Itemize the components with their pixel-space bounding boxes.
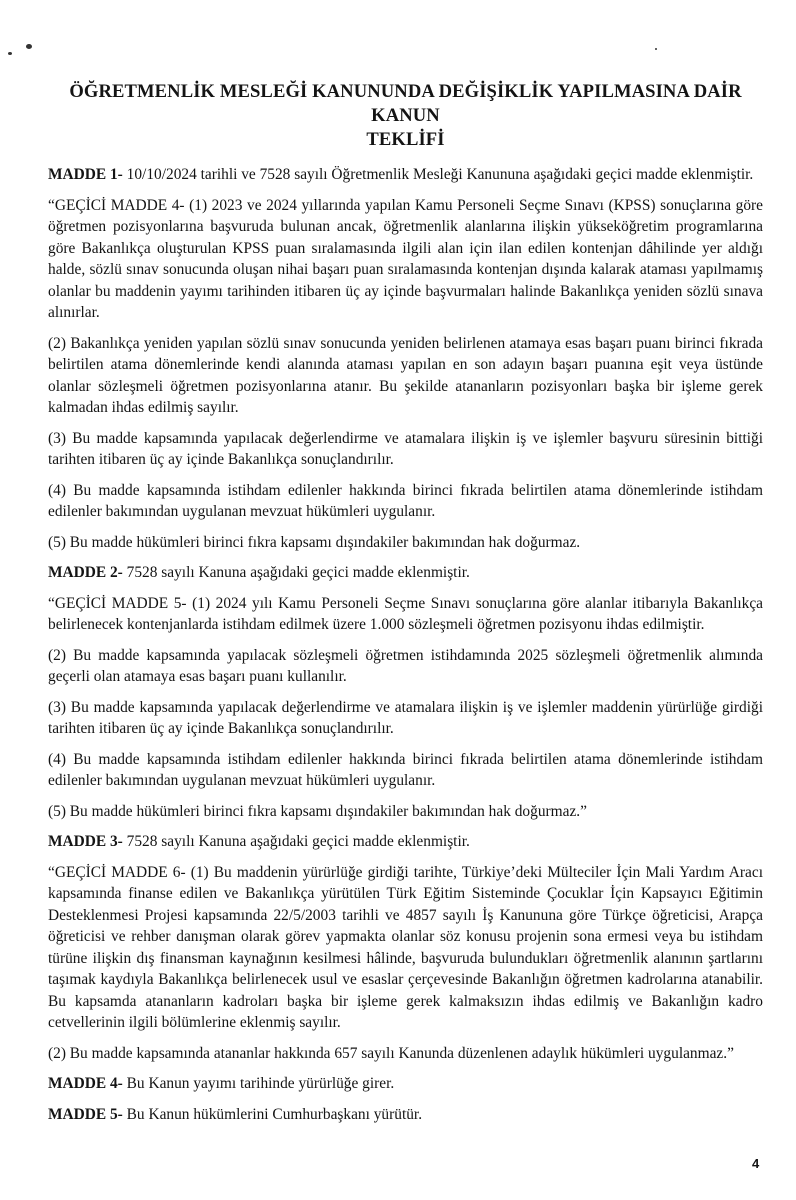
scan-speck	[26, 44, 32, 49]
scan-speck	[8, 52, 12, 55]
madde-3-text: 7528 sayılı Kanuna aşağıdaki geçici madde eklenmiştir.	[122, 833, 470, 850]
madde-2-text: 7528 sayılı Kanuna aşağıdaki geçici madde eklenmiştir.	[122, 564, 470, 581]
title-line-2: TEKLİFİ	[366, 129, 445, 150]
document-page	[48, 0, 763, 1200]
gecici-madde-4-para-3: (3) Bu madde kapsamında yapılacak değerlendirme ve atamalara ilişkin iş ve işlemler başvuru süresinin bittiği tarihten itibaren üç ay içinde Bakanlıkça sonuçlandırılır.	[48, 429, 763, 468]
madde-3-heading: MADDE 3-	[48, 833, 123, 850]
page-number: 4	[752, 1156, 760, 1171]
gecici-madde-5-para-2: (2) Bu madde kapsamında yapılacak sözleşmeli öğretmen istihdamında 2025 sözleşmeli öğretmenlik alımında geçerli olan atamaya esas başarı puanı kullanılır.	[48, 646, 763, 685]
gecici-madde-4-para-4: (4) Bu madde kapsamında istihdam edilenler hakkında birinci fıkrada belirtilen atama dönemlerinde istihdam edilenler bakımından uygulanan mevzuat hükümleri uygulanır.	[48, 481, 763, 520]
madde-3	[48, 831, 763, 853]
madde-2	[48, 562, 763, 584]
madde-4-text: Bu Kanun yayımı tarihinde yürürlüğe girer.	[122, 1075, 395, 1092]
gecici-madde-6-para-2: (2) Bu madde kapsamında atananlar hakkında 657 sayılı Kanunda düzenlenen adaylık hükümleri uygulanmaz.”	[48, 1044, 734, 1062]
gecici-madde-4-para-2: (2) Bakanlıkça yeniden yapılan sözlü sınav sonucunda yeniden belirlenen atamaya esas başarı puanı birinci fıkrada belirtilen atama dönemlerinde kendi alanında ataması yapılan en son adayın başarı puanına eşit veya üstünde olanlar sözleşmeli öğretmen pozisyonlarına atanır. Bu şekilde atananların pozisyonları başka bir işleme gerek kalmadan ihdas edilmiş sayılır.	[48, 334, 763, 416]
madde-4-heading: MADDE 4-	[48, 1075, 123, 1092]
gecici-madde-4-para-5: (5) Bu madde hükümleri birinci fıkra kapsamı dışındakiler bakımından hak doğurmaz.	[48, 533, 581, 551]
madde-5	[48, 1104, 763, 1126]
gecici-madde-5-para-3: (3) Bu madde kapsamında yapılacak değerlendirme ve atamalara ilişkin iş ve işlemler maddenin yürürlüğe girdiği tarihten itibaren üç ay içinde Bakanlıkça sonuçlandırılır.	[48, 698, 763, 737]
gecici-madde-5-para-5: (5) Bu madde hükümleri birinci fıkra kapsamı dışındakiler bakımından hak doğurmaz.”	[48, 802, 587, 820]
madde-4	[48, 1073, 763, 1095]
document-body	[48, 164, 763, 1125]
title-line-1: ÖĞRETMENLİK MESLEĞİ KANUNUNDA DEĞİŞİKLİK YAPILMASINA DAİR KANUN	[69, 81, 742, 126]
madde-1-heading: MADDE 1-	[48, 166, 123, 183]
document-title	[48, 80, 763, 152]
madde-5-text: Bu Kanun hükümlerini Cumhurbaşkanı yürütür.	[122, 1105, 423, 1123]
gecici-madde-6-para-1: “GEÇİCİ MADDE 6- (1) Bu maddenin yürürlüğe girdiği tarihte, Türkiye’deki Mülteciler İçin Mali Yardım Aracı kapsamında finanse edilen ve Bakanlıkça yürütülen Türk Eğitim Sisteminde Çocuklar İçin Kapsayıcı Eğitimin Desteklenmesi Projesi kapsamında 22/5/2003 tarihli ve 4857 sayılı İş Kanununa göre Türkçe öğreticisi, Arapça öğreticisi ve rehber danışman olarak görev yapmakta olanlar söz konusu projenin sona ermesi veya bu istihdam türüne ilişkin dış finansman kaynağının kesilmesi hâlinde, başvuruda bulundukları öğretmenlik alanının şartlarını taşımak kaydıyla Bakanlıkça belirlenecek usul ve esaslar çerçevesinde Bakanlığın öğretmen kadrolarına atanabilir. Bu kapsamda atananların kadroları başka bir işleme gerek kalmaksızın ihdas edilmiş ve Bakanlığın kadro cetvellerinin ilgili bölümlerine eklenmiş sayılır.	[48, 863, 763, 1031]
gecici-madde-5-para-1: “GEÇİCİ MADDE 5- (1) 2024 yılı Kamu Personeli Seçme Sınavı sonuçlarına göre alanlar itibarıyla Bakanlıkça belirlenecek kontenjanlarda istihdam edilmek üzere 1.000 sözleşmeli öğretmen pozisyonu ihdas edilmiştir.	[48, 594, 763, 633]
madde-5-heading: MADDE 5-	[48, 1105, 123, 1123]
madde-2-heading: MADDE 2-	[48, 564, 123, 581]
gecici-madde-5-para-4: (4) Bu madde kapsamında istihdam edilenler hakkında birinci fıkrada belirtilen atama dönemlerinde istihdam edilenler bakımından uygulanan mevzuat hükümleri uygulanır.	[48, 750, 763, 789]
madde-1	[48, 164, 763, 186]
madde-1-text: 10/10/2024 tarihli ve 7528 sayılı Öğretmenlik Mesleği Kanununa aşağıdaki geçici madde eklenmiştir.	[122, 166, 754, 183]
gecici-madde-4-para-1: “GEÇİCİ MADDE 4- (1) 2023 ve 2024 yıllarında yapılan Kamu Personeli Seçme Sınavı (KPSS) sonuçlarına göre öğretmen pozisyonlarına başvuruda bulunan ancak, öğretmenlik alanlarına ilişkin yükseköğretim programlarına göre Bakanlıkça oluşturulan KPSS puan sıralamasında ilgili alan için ilan edilen kontenjan dâhilinde yer aldığı halde, sözlü sınav sonucunda oluşan nihai başarı puan sıralamasında kontenjan dışında kalarak ataması yapılmamış olanlar bu maddenin yayımı tarihinden itibaren üç ay içinde başvurmaları halinde Bakanlıkça yeniden sözlü sınava alınırlar.	[48, 196, 763, 321]
